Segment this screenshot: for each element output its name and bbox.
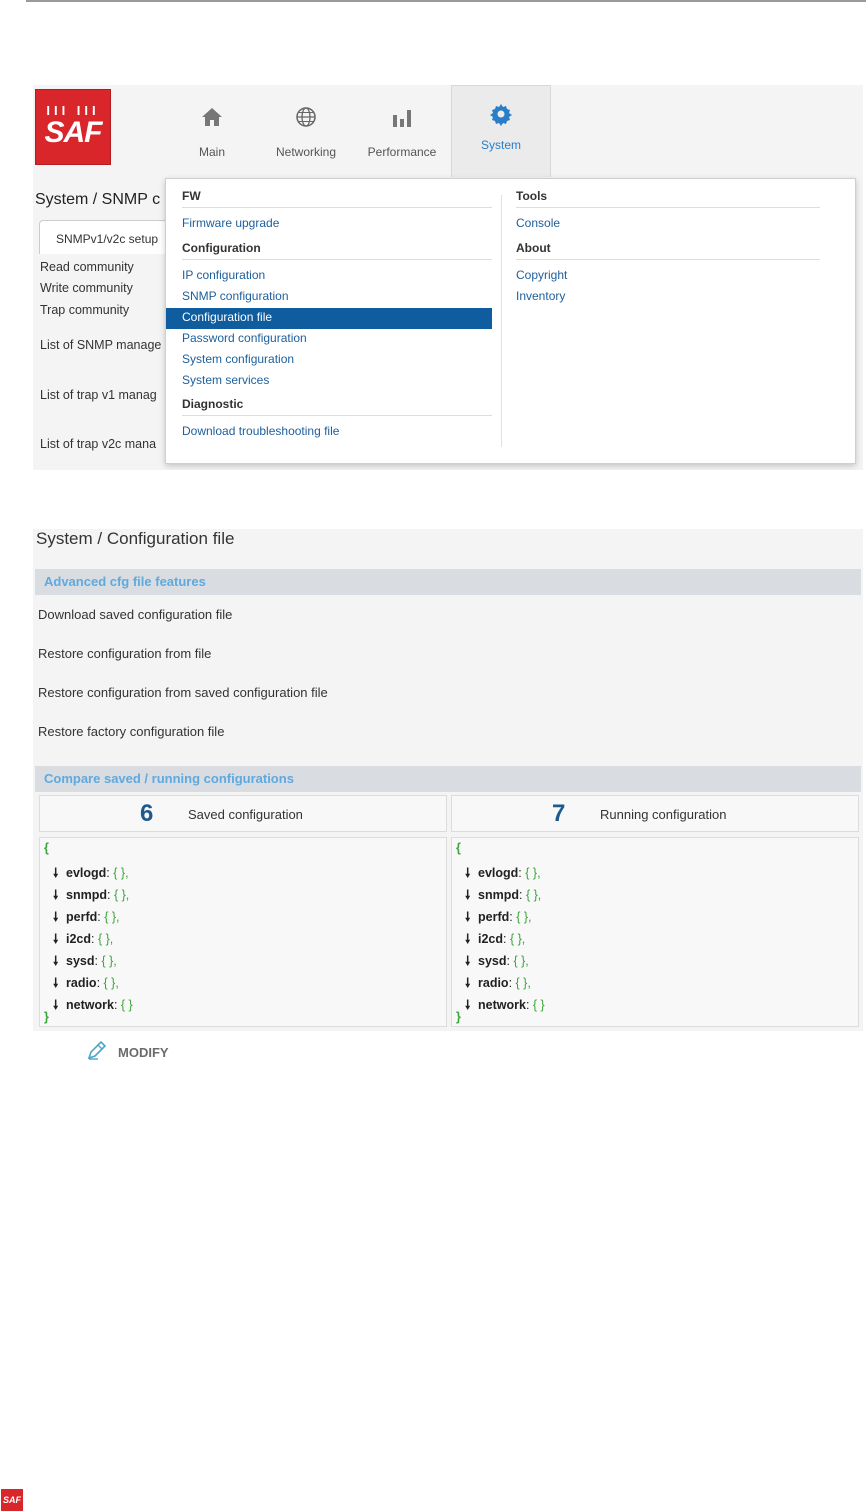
expand-arrow-icon[interactable]: 🠗 — [465, 866, 471, 880]
json-key: snmpd — [66, 888, 107, 902]
running-config-header — [451, 795, 859, 832]
json-node-radio[interactable]: 🠗 radio: { }, — [465, 974, 531, 995]
modify-label: MODIFY — [118, 1044, 169, 1060]
menu-item-configuration-file[interactable]: Configuration file — [166, 308, 492, 329]
menu-item-password-configuration[interactable]: Password configuration — [182, 331, 307, 345]
bar-chart-icon — [354, 103, 450, 131]
section-compare-configurations: Compare saved / running configurations — [35, 766, 861, 792]
divider — [516, 259, 820, 260]
nav-tab-networking[interactable] — [258, 85, 354, 177]
expand-arrow-icon[interactable]: 🠗 — [465, 910, 471, 924]
menu-column-right — [500, 189, 820, 308]
json-node-radio[interactable]: 🠗 radio: { }, — [53, 974, 119, 995]
page-title: System / Configuration file — [36, 529, 235, 548]
divider — [516, 207, 820, 208]
json-node-sysd[interactable]: 🠗 sysd: { }, — [53, 952, 117, 973]
json-key: sysd — [478, 954, 507, 968]
json-node-snmpd[interactable]: 🠗 snmpd: { }, — [465, 886, 541, 907]
download-saved-config-link[interactable]: Download saved configuration file — [38, 607, 233, 622]
expand-arrow-icon[interactable]: 🠗 — [53, 954, 59, 968]
json-key: i2cd — [66, 932, 92, 946]
json-value: { }, — [509, 932, 526, 946]
pencil-icon — [86, 1039, 108, 1066]
callout-number: 6 — [140, 800, 154, 827]
json-key: sysd — [66, 954, 95, 968]
json-value: { }, — [525, 888, 542, 902]
nav-tab-system[interactable] — [451, 85, 551, 177]
json-value: { }, — [113, 866, 129, 880]
divider — [182, 207, 492, 208]
saved-config-header — [39, 795, 447, 832]
column-title: Running configuration — [600, 807, 727, 822]
logo-text: SAF — [44, 116, 102, 149]
expand-arrow-icon[interactable]: 🠗 — [465, 976, 471, 990]
json-key: radio — [66, 976, 97, 990]
json-key: evlogd — [478, 866, 519, 880]
json-node-evlogd[interactable]: 🠗 evlogd: { }, — [53, 864, 129, 885]
menu-header-tools: Tools — [516, 189, 548, 203]
json-open-brace: { — [456, 841, 461, 855]
saved-config-json — [39, 837, 447, 1027]
menu-item-firmware-upgrade[interactable]: Firmware upgrade — [182, 216, 280, 230]
json-key: perfd — [478, 910, 510, 924]
json-node-evlogd[interactable]: 🠗 evlogd: { }, — [465, 864, 541, 885]
saf-logo[interactable] — [35, 89, 111, 165]
json-value: { }, — [101, 954, 117, 968]
menu-item-system-services[interactable]: System services — [182, 373, 270, 387]
section-advanced-cfg-file-features: Advanced cfg file features — [35, 569, 861, 595]
json-key: i2cd — [478, 932, 504, 946]
divider — [182, 415, 492, 416]
json-value: { } — [120, 998, 133, 1012]
expand-arrow-icon[interactable]: 🠗 — [53, 998, 59, 1012]
column-title: Saved configuration — [188, 807, 303, 822]
screenshot-system-menu — [33, 85, 863, 470]
menu-header-fw: FW — [182, 189, 201, 203]
screenshot-configuration-file — [33, 529, 863, 1031]
json-node-sysd[interactable]: 🠗 sysd: { }, — [465, 952, 529, 973]
menu-header-diagnostic: Diagnostic — [182, 397, 244, 411]
expand-arrow-icon[interactable]: 🠗 — [465, 888, 471, 902]
json-key: network — [66, 998, 114, 1012]
expand-arrow-icon[interactable]: 🠗 — [465, 998, 471, 1012]
json-value: { }, — [525, 866, 541, 880]
globe-icon — [258, 103, 354, 131]
nav-tab-label: Performance — [367, 145, 437, 159]
field-label: Write community — [40, 281, 133, 295]
page-title: System / SNMP c — [35, 191, 161, 208]
json-key: snmpd — [478, 888, 519, 902]
page-top-rule — [26, 0, 866, 2]
json-node-snmpd[interactable]: 🠗 snmpd: { }, — [53, 886, 129, 907]
restore-config-from-saved-link[interactable]: Restore configuration from saved configuration file — [38, 685, 328, 700]
json-value: { }, — [516, 910, 532, 924]
menu-item-ip-configuration[interactable]: IP configuration — [182, 268, 266, 282]
expand-arrow-icon[interactable]: 🠗 — [465, 932, 471, 946]
menu-item-console[interactable]: Console — [516, 216, 561, 230]
json-key: perfd — [66, 910, 98, 924]
json-key: radio — [478, 976, 509, 990]
expand-arrow-icon[interactable]: 🠗 — [53, 976, 59, 990]
json-value: { }, — [97, 932, 114, 946]
json-value: { }, — [113, 888, 130, 902]
menu-item-inventory[interactable]: Inventory — [516, 289, 566, 303]
expand-arrow-icon[interactable]: 🠗 — [53, 932, 59, 946]
expand-arrow-icon[interactable]: 🠗 — [53, 866, 59, 880]
restore-config-from-file-link[interactable]: Restore configuration from file — [38, 646, 212, 661]
nav-tab-label: System — [480, 138, 521, 152]
json-value: { }, — [104, 910, 120, 924]
field-label: List of SNMP manage — [40, 338, 162, 352]
modify-button[interactable] — [86, 1040, 169, 1064]
json-key: evlogd — [66, 866, 107, 880]
expand-arrow-icon[interactable]: 🠗 — [465, 954, 471, 968]
system-dropdown-menu — [165, 178, 856, 464]
json-open-brace: { — [44, 841, 49, 855]
logo-bars: III III — [46, 103, 100, 118]
expand-arrow-icon[interactable]: 🠗 — [53, 888, 59, 902]
json-node-i2cd[interactable]: 🠗 i2cd: { }, — [465, 930, 525, 951]
home-icon — [164, 103, 260, 131]
menu-column-left — [166, 189, 492, 443]
menu-item-download-troubleshooting-file[interactable]: Download troubleshooting file — [182, 424, 340, 438]
divider — [182, 259, 492, 260]
restore-factory-config-link[interactable]: Restore factory configuration file — [38, 724, 225, 739]
json-value: { }, — [515, 976, 531, 990]
json-value: { } — [532, 998, 545, 1012]
json-node-i2cd[interactable]: 🠗 i2cd: { }, — [53, 930, 113, 951]
menu-header-about: About — [516, 241, 551, 255]
json-node-perfd[interactable]: 🠗 perfd: { }, — [465, 908, 532, 929]
json-node-network[interactable]: 🠗 network: { } — [53, 996, 133, 1017]
json-value: { }, — [103, 976, 119, 990]
menu-header-configuration: Configuration — [182, 241, 261, 255]
json-close-brace: } — [44, 1010, 49, 1024]
json-close-brace: } — [456, 1010, 461, 1024]
tab-snmpv1-v2c-setup[interactable]: SNMPv1/v2c setup — [39, 220, 189, 254]
json-node-perfd[interactable]: 🠗 perfd: { }, — [53, 908, 120, 929]
gear-icon — [452, 100, 550, 128]
json-key: network — [478, 998, 526, 1012]
callout-number: 7 — [552, 800, 566, 827]
nav-tab-main[interactable] — [164, 85, 260, 177]
running-config-json — [451, 837, 859, 1027]
expand-arrow-icon[interactable]: 🠗 — [53, 910, 59, 924]
menu-item-copyright[interactable]: Copyright — [516, 268, 568, 282]
nav-tab-label: Networking — [275, 145, 337, 159]
footer-saf-logo: SAF — [1, 1489, 23, 1511]
nav-tab-performance[interactable] — [354, 85, 450, 177]
menu-item-system-configuration[interactable]: System configuration — [182, 352, 295, 366]
field-label: Read community — [40, 260, 134, 274]
json-node-network[interactable]: 🠗 network: { } — [465, 996, 545, 1017]
field-label: Trap community — [40, 303, 130, 317]
json-value: { }, — [513, 954, 529, 968]
field-label: List of trap v2c mana — [40, 437, 157, 451]
menu-item-snmp-configuration[interactable]: SNMP configuration — [182, 289, 289, 303]
nav-tab-label: Main — [198, 145, 225, 159]
field-label: List of trap v1 manag — [40, 388, 157, 402]
